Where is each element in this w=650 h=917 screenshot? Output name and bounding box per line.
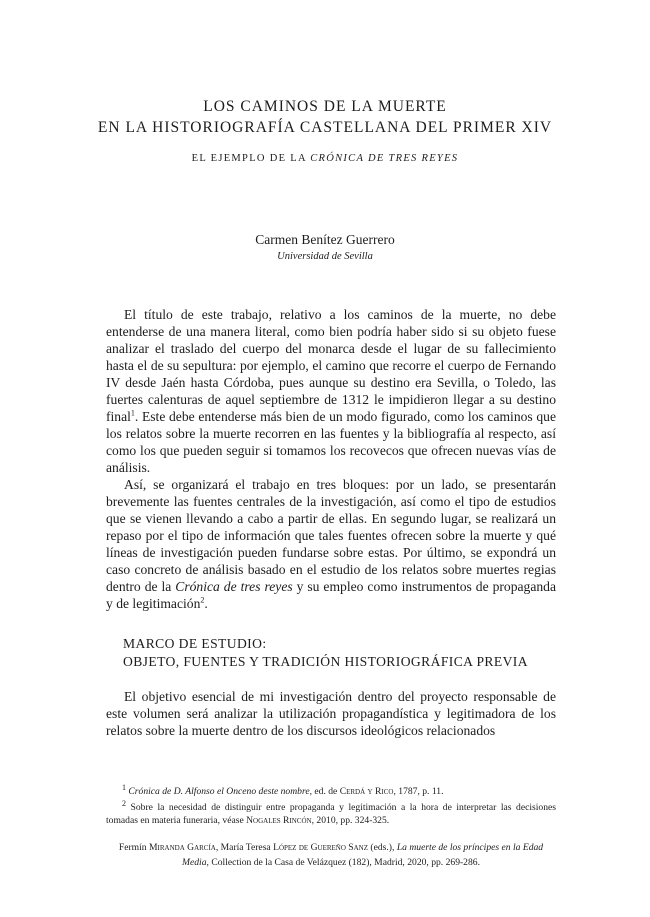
citation-text-1: Fermín	[118, 842, 149, 853]
citation-editor-1: Miranda García	[149, 842, 216, 853]
footnote-ref-1[interactable]: 1	[130, 408, 135, 418]
intro-p1-text: El título de este trabajo, relativo a los caminos de la muerte, no debe entenderse de una manera literal, como bien podría haber sido si su objeto fuese analizar el traslado del cuerpo del monarca desde el lugar de su fallecimiento hasta el de su sepultura: por ejemplo, el camino que recorre el cuerpo de Fernando IV desde Jaén hasta Córdoba, pues aunque su destino era Sevilla, o Toledo, las fuertes calenturas de aquel septiembre de 1312 le impidieron llegar a su destino final	[106, 307, 556, 424]
intro-paragraph-2	[106, 476, 556, 612]
introduction	[106, 306, 556, 612]
footnote-1-mid: , ed. de	[309, 786, 340, 797]
footnote-1	[106, 782, 556, 798]
paper-subtitle	[0, 153, 650, 164]
intro-p2-text: Así, se organizará el trabajo en tres bloques: por un lado, se presentarán brevemente las fuentes centrales de la investigación, así como el tipo de estudios que se vienen llevando a cabo a partir de ellas. En segundo lugar, se realizará un repaso por el tipo de información que tales fuentes ofrecen sobre la muerte y qué líneas de investigación pueden fundarse sobre estas. Por último, se expondrá un caso concreto de análisis basado en el estudio de los relatos sobre muertes regias dentro de la	[106, 477, 556, 594]
footnote-1-end: , 1787, p. 11.	[393, 786, 444, 797]
footnote-1-author: Cerdá y Rico	[339, 786, 394, 797]
title-line-2: EN LA HISTORIOGRAFÍA CASTELLANA DEL PRIMER XIV	[97, 119, 553, 136]
footnote-2-text: Sobre la necesidad de distinguir entre propaganda y legitimación a la hora de interpretar las decisiones tomadas en materia funeraria, véase	[106, 802, 556, 826]
subtitle-italic: CRÓNICA DE TRES REYES	[310, 153, 459, 164]
footnote-2-number: 2	[122, 798, 126, 808]
objective-section	[106, 688, 556, 739]
section-heading	[123, 635, 528, 671]
footnote-ref-2[interactable]: 2	[200, 595, 205, 605]
citation-book-title: La muerte de los príncipes en la Edad Media	[182, 842, 544, 868]
objective-paragraph: El objetivo esencial de mi investigación dentro del proyecto responsable de este volumen será analizar la utilización propagandística y legitimadora de los relatos sobre la muerte dentro de los discursos ideológicos relacionados	[106, 689, 556, 738]
citation-text-2: , María Teresa	[215, 842, 274, 853]
author-affiliation: Universidad de Sevilla	[277, 251, 373, 262]
intro-p2-text-cont: y su empleo como instrumentos de propaganda y de legitimación	[106, 579, 556, 611]
footnote-1-italic: Crónica de D. Alfonso el Onceno deste nombre	[128, 786, 310, 797]
citation-editor-2: López de Guereño Sanz	[273, 842, 369, 853]
footnote-2	[106, 798, 556, 827]
footnotes	[106, 782, 556, 830]
intro-p1-text-cont: . Este debe entenderse más bien de un modo figurado, como los caminos que los relatos sobre la muerte recorren en las fuentes y la bibliografía al respecto, así como los que pueden seguir si tomamos los recovecos que ofrecen nuevas vías de análisis.	[106, 409, 556, 475]
author-name: Carmen Benítez Guerrero	[255, 232, 395, 247]
citation-text-3: (eds.),	[368, 842, 397, 853]
intro-paragraph-1	[106, 306, 556, 476]
footnote-2-author: Nogales Rincón	[246, 815, 312, 826]
section-heading-line-1: MARCO DE ESTUDIO:	[123, 636, 267, 651]
title-line-1: LOS CAMINOS DE LA MUERTE	[203, 98, 447, 115]
intro-p2-end: .	[204, 596, 208, 611]
footnote-2-end: , 2010, pp. 324-325.	[311, 815, 390, 826]
book-citation	[106, 840, 556, 870]
section-heading-line-2: OBJETO, FUENTES Y TRADICIÓN HISTORIOGRÁFICA PREVIA	[123, 654, 528, 669]
footnote-1-number: 1	[122, 782, 126, 792]
subtitle-prefix: EL EJEMPLO DE LA	[191, 153, 311, 164]
citation-text-4: , Collection de la Casa de Velázquez (182), Madrid, 2020, pp. 269-286.	[206, 857, 480, 868]
paper-title	[0, 96, 650, 138]
intro-p2-italic: Crónica de tres reyes	[175, 579, 293, 594]
